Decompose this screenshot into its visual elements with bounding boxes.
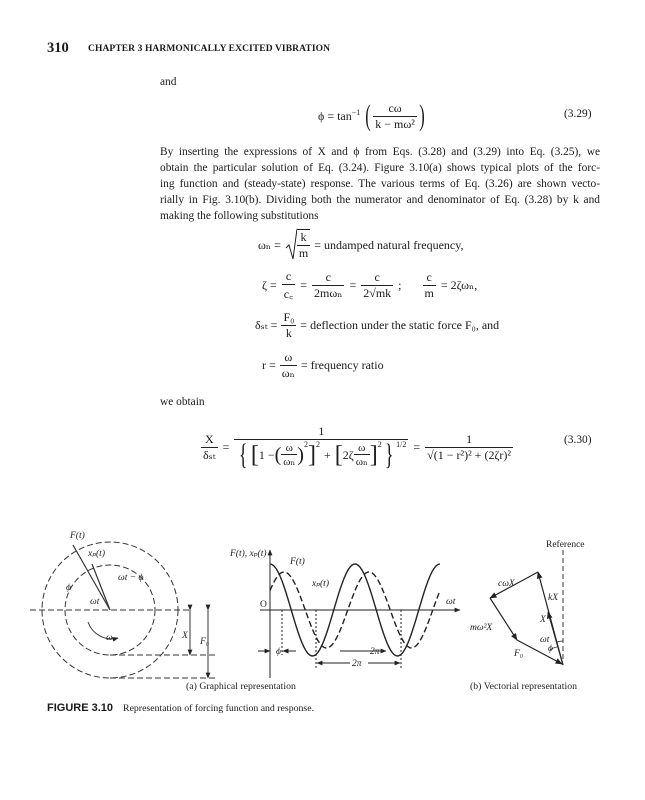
- intro-word: and: [160, 76, 177, 88]
- figure-title: Representation of forcing function and response.: [123, 703, 315, 714]
- ratio-rhs: = frequency ratio: [300, 358, 384, 372]
- eq330-exp: 1/2: [396, 440, 407, 449]
- frequency-ratio-definition: [262, 350, 384, 381]
- plot-label-xpt: xₚ(t): [312, 579, 329, 589]
- delta-rhs: = deflection under the static force F₀, and: [300, 318, 500, 332]
- eq330-wn: ωₙ: [283, 456, 296, 468]
- eq330-mid-den: { [ 1 − ( $\frac{\omega}{\text{ωₙ}}$ ) $^2$ ] $^2$ + [ 2ζ $\frac{\omega}{\text{ωₙ}}$ ] $^2$ } $^{1/2}$: [239, 438, 407, 471]
- delta-den: k: [285, 326, 292, 340]
- eq330-rhs-num: 1: [425, 432, 513, 448]
- paragraph-line: rially in Fig. 3.10(b). Dividing both the numerator and denominator of Eq. (3.28) by k and: [160, 194, 600, 206]
- eq330-w: ω: [281, 442, 297, 455]
- ratio-den: ωₙ: [281, 366, 295, 380]
- eq-number-3-30: (3.30): [564, 434, 592, 446]
- body-paragraph: [160, 144, 600, 224]
- we-obtain: we obtain: [160, 396, 205, 408]
- wt-arc: [557, 641, 563, 642]
- zeta-lhs: ζ =: [262, 278, 277, 292]
- figure-label: FIGURE 3.10: [47, 702, 114, 714]
- delta-lhs: δₛₜ =: [255, 318, 278, 332]
- plot-label-wt: ωt: [446, 597, 456, 607]
- label-F0-vec: F₀: [514, 649, 524, 659]
- zeta-f2-num: c: [312, 270, 344, 286]
- label-F0-left: F₀: [200, 637, 210, 647]
- label-cwX: cωX: [498, 579, 515, 589]
- eq-number-3-29: (3.29): [564, 108, 592, 120]
- label-phi-vec: ϕ: [548, 644, 553, 654]
- eq330-one-minus: 1 −: [258, 447, 275, 462]
- label-Ft: F(t): [70, 531, 85, 541]
- zeta-f4-num: c: [423, 270, 436, 286]
- delta-num: F₀: [283, 310, 295, 324]
- paragraph-line: ing function and (steady-state) response. The various terms of Eq. (3.26) are shown vecto-: [160, 178, 600, 190]
- omega-n-rad-den: m: [298, 246, 309, 260]
- zeta-f1-num: c: [282, 269, 295, 285]
- label-X-left: X: [182, 631, 188, 641]
- equation-3-29: ϕ = tan $^{-1}$ ( $\frac{c\omega}{\text{k − mω²}}$ ): [318, 99, 425, 132]
- eq330-plus: +: [323, 447, 331, 462]
- zeta-rhs: = 2ζωₙ,: [440, 278, 478, 292]
- paragraph-line: obtain the particular solution of Eq. (3.24). Figure 3.10(a) shows typical plots of the forc-: [160, 162, 600, 174]
- equation-3-30: $\frac{X}{\text{δₛₜ}}$ = 1 { [ 1 − ( $\frac{\omega}{\text{ωₙ}}$ ) $^2$ ] $^2$ + [ 2ζ $\frac{\omega}{\text{ωₙ}}$ ] $^2$ } $^{1/2}$ = $\frac{1}{\text{√(1 − r²)² + (2ζr)²}}$: [203, 424, 511, 471]
- paragraph-line: By inserting the expressions of X and ϕ from Eqs. (3.28) and (3.29) into Eq. (3.25), we: [160, 146, 600, 158]
- radical-sign: [285, 228, 297, 262]
- zeta-f3-den: 2√mk: [363, 286, 392, 300]
- label-kX: kX: [548, 593, 559, 603]
- paragraph-line: making the following substitutions: [160, 210, 319, 222]
- label-wt-left: ωt: [90, 597, 100, 607]
- zeta-definition: ζ = $\frac{c}{c꜀}$ = $\frac{c}{\text{2mωₙ}}$ = $\frac{c}{2√mk}$ ; $\frac{c}{m}$ = 2ζωₙ,: [262, 269, 478, 301]
- omega-n-rad-num: k: [297, 230, 310, 246]
- x-vector: [548, 612, 563, 665]
- eq330-wn2: ωₙ: [355, 456, 368, 468]
- plot-label-2pi-a: 2π: [370, 647, 380, 657]
- page-number: 310: [47, 40, 69, 56]
- eq330-sq2: 2: [315, 440, 320, 449]
- label-wt-minus-phi: ωt − ϕ: [118, 573, 144, 583]
- label-reference: Reference: [546, 540, 585, 550]
- caption-a: (a) Graphical representation: [186, 681, 296, 692]
- zeta-f4-den: m: [424, 286, 434, 300]
- eq330-sq3: 2: [377, 440, 382, 449]
- omega-n-definition: [258, 228, 463, 262]
- eq330-sq1: 2: [303, 440, 308, 449]
- delta-st-definition: [255, 310, 499, 341]
- label-w-left: ω: [106, 633, 113, 643]
- label-xpt: xₚ(t): [88, 549, 105, 559]
- plot-label-2pi-b: 2π: [352, 659, 362, 669]
- eq330-mid-fraction: [234, 424, 408, 470]
- plot-label-phi: ϕ: [276, 647, 281, 657]
- caption-b: (b) Vectorial representation: [470, 681, 577, 692]
- eq329-fraction: [373, 101, 417, 132]
- zeta-f1-den: c꜀: [283, 287, 294, 301]
- eq330-rhs-fraction: [425, 432, 513, 463]
- eq330-rhs-den: √(1 − r²)² + (2ζr)²: [427, 447, 511, 462]
- label-phi-left: ϕ: [66, 583, 71, 593]
- eq330-mid-num: 1: [234, 424, 408, 440]
- plot-origin: O: [260, 600, 267, 610]
- figure-3-10: [0, 520, 645, 720]
- phasor-circles: [30, 542, 215, 678]
- figure-caption: [47, 702, 314, 714]
- label-X-vec: X: [540, 615, 546, 625]
- plot-axis-label: F(t), xₚ(t): [230, 549, 267, 559]
- ratio-num: ω: [280, 350, 297, 366]
- label-mw2X: mω²X: [470, 623, 493, 633]
- zeta-f3-num: c: [361, 270, 393, 286]
- zeta-f2-den: 2mωₙ: [314, 286, 343, 300]
- omega-arrow: [88, 622, 118, 639]
- running-head: CHAPTER 3 HARMONICALLY EXCITED VIBRATION: [88, 44, 331, 54]
- eq330-w2: ω: [354, 442, 370, 455]
- eq330-lhs-den: δₛₜ: [203, 447, 216, 462]
- eq330-two-zeta: 2ζ: [342, 447, 354, 462]
- label-wt-vec: ωt: [540, 635, 550, 645]
- ratio-lhs: r =: [262, 358, 276, 372]
- eq329-lhs: ϕ = tan: [318, 108, 352, 123]
- eq329-sup: −1: [351, 107, 361, 117]
- omega-n-lhs: ωₙ =: [258, 237, 281, 252]
- eq329-den: k − mω²: [375, 116, 415, 131]
- eq330-lhs-num: X: [201, 432, 218, 448]
- plot-label-Ft: F(t): [290, 557, 305, 567]
- omega-n-rhs: = undamped natural frequency,: [314, 237, 464, 252]
- mw2x-vector: [490, 598, 517, 640]
- zeta-sep: ;: [398, 278, 402, 292]
- eq329-num: cω: [373, 101, 417, 117]
